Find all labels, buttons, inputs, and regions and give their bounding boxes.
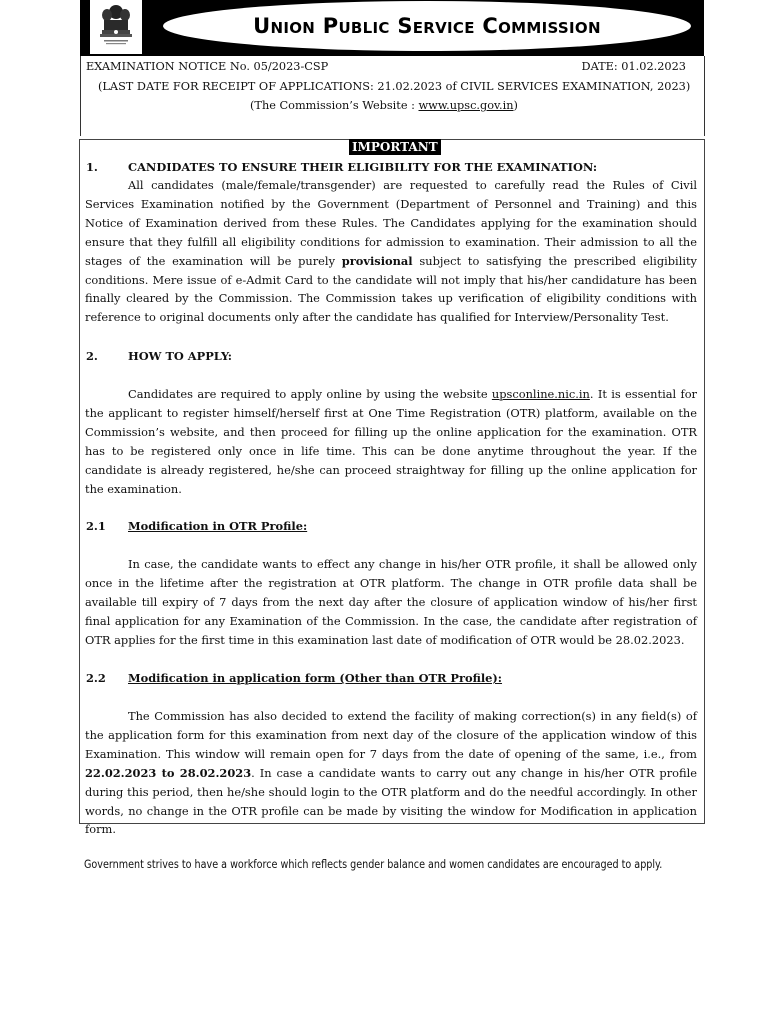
website-line: (The Commission’s Website : www.upsc.gov.in): [250, 99, 518, 112]
section-2-1-text: In case, the candidate wants to effect any change in his/her OTR profile, it shall be allowed only once in the lifetime after the registration at OTR platform. The change in OTR profile data shall be available till expiry of 7 days from the next day after the closure of application window of his/her first final application for any Examination of the Commission. In the case, the candidate after registration of OTR applies for the first time in this examination last date of modification of OTR would be 28.02.2023.: [85, 557, 697, 647]
commission-title: Union Public Service Commission: [253, 14, 601, 38]
website-link[interactable]: www.upsc.gov.in: [418, 99, 514, 112]
commission-title-oval: [163, 1, 691, 51]
section-2-text: Candidates are required to apply online by using the website upsconline.nic.in. It is essential for the applicant to register himself/herself first at One Time Registration (OTR) platform, available on the Commission’s website, and then proceed for filling up the online application for the examination. OTR has to be registered only once in life time. This can be done anytime throughout the year. If the candidate is already registered, he/she can proceed straightway for filling up the online application for the examination.: [85, 387, 697, 496]
upsconline-link[interactable]: upsconline.nic.in: [491, 387, 590, 401]
section-2-2-text: The Commission has also decided to extend the facility of making correction(s) in any field(s) of the application form for this examination from next day of the closure of the application window of this Examination. This window will remain open for 7 days from the date of opening of the same, i.e., from 22.02.2023 to 28.02.2023. In case a candidate wants to carry out any change in his/her OTR profile during this period, then he/she should login to the OTR platform and do the needful accordingly. In other words, no change in the OTR profile can be made by visiting the window for Modification in application form.: [85, 709, 697, 837]
state-emblem-icon: [90, 0, 142, 54]
last-date-line: (LAST DATE FOR RECEIPT OF APPLICATIONS: 21.02.2023 of CIVIL SERVICES EXAMINATION, 2023): [98, 80, 691, 93]
notice-number: EXAMINATION NOTICE No. 05/2023-CSP: [86, 60, 329, 73]
notice-date: DATE: 01.02.2023: [581, 60, 686, 73]
important-label: IMPORTANT: [349, 139, 441, 155]
gender-balance-note: Government strives to have a workforce which reflects gender balance and women candidates are encouraged to apply.: [84, 857, 663, 871]
section-1-text: All candidates (male/female/transgender) are requested to carefully read the Rules of Civil Services Examination notified by the Government (Department of Personnel and Training) and this Notice of Examination derived from these Rules. The Candidates applying for the examination should ensure that they fulfill all eligibility conditions for admission to examination. Their admission to all the stages of the examination will be purely provisional subject to satisfying the prescribed eligibility conditions. Mere issue of e-Admit Card to the candidate will not imply that his/her candidature has been finally cleared by the Commission. The Commission takes up verification of eligibility conditions with reference to original documents only after the candidate has qualified for Interview/Personality Test.: [85, 178, 697, 325]
